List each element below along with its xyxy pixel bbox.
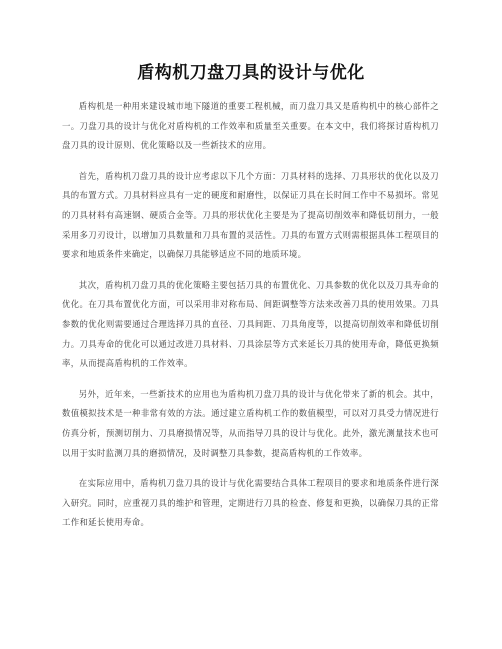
paragraph-4: 另外，近年来，一些新技术的应用也为盾构机刀盘刀具的设计与优化带来了新的机会。其中，数值模拟技术是一种非常有效的方法。通过建立盾构机工作的数值模型，可以对刀具受力情况进行仿真分析，预测切削力、刀具磨损情况等，从而指导刀具的设计与优化。此外，激光测量技术也可以用于实时监测刀具的磨损情况，及时调整刀具参数，提高盾构机的工作效率。 bbox=[62, 388, 439, 458]
paragraph-5: 在实际应用中，盾构机刀盘刀具的设计与优化需要结合具体工程项目的要求和地质条件进行深入研究。同时，应重视刀具的维护和管理，定期进行刀具的检查、修复和更换，以确保刀具的正常工作和延长使用寿命。 bbox=[62, 478, 439, 528]
document-body bbox=[62, 97, 439, 544]
paragraph-2: 首先，盾构机刀盘刀具的设计应考虑以下几个方面：刀具材料的选择、刀具形状的优化以及刀具的布置方式。刀具材料应具有一定的硬度和耐磨性，以保证刀具在长时间工作中不易损坏。常见的刀具材料有高速钢、硬质合金等。刀具的形状优化主要是为了提高切削效率和降低切削力，一般采用多刀刃设计，以增加刀具数量和刀具布置的灵活性。刀具的布置方式则需根据具体工程项目的要求和地质条件来确定，以确保刀具能够适应不同的地质环境。 bbox=[62, 170, 439, 260]
document-title: 盾构机刀盘刀具的设计与优化 bbox=[137, 63, 365, 83]
paragraph-3: 其次，盾构机刀盘刀具的优化策略主要包括刀具的布置优化、刀具参数的优化以及刀具寿命的优化。在刀具布置优化方面，可以采用非对称布局、间距调整等方法来改善刀具的使用效果。刀具参数的优化则需要通过合理选择刀具的直径、刀具间距、刀具角度等，以提高切削效率和降低切削力。刀具寿命的优化可以通过改进刀具材料、刀具涂层等方式来延长刀具的使用寿命，降低更换频率，从而提高盾构机的工作效率。 bbox=[62, 279, 439, 369]
paragraph-1: 盾构机是一种用来建设城市地下隧道的重要工程机械，而刀盘刀具又是盾构机中的核心部件之一。刀盘刀具的设计与优化对盾构机的工作效率和质量至关重要。在本文中，我们将探讨盾构机刀盘刀具的设计原则、优化策略以及一些新技术的应用。 bbox=[62, 101, 439, 151]
